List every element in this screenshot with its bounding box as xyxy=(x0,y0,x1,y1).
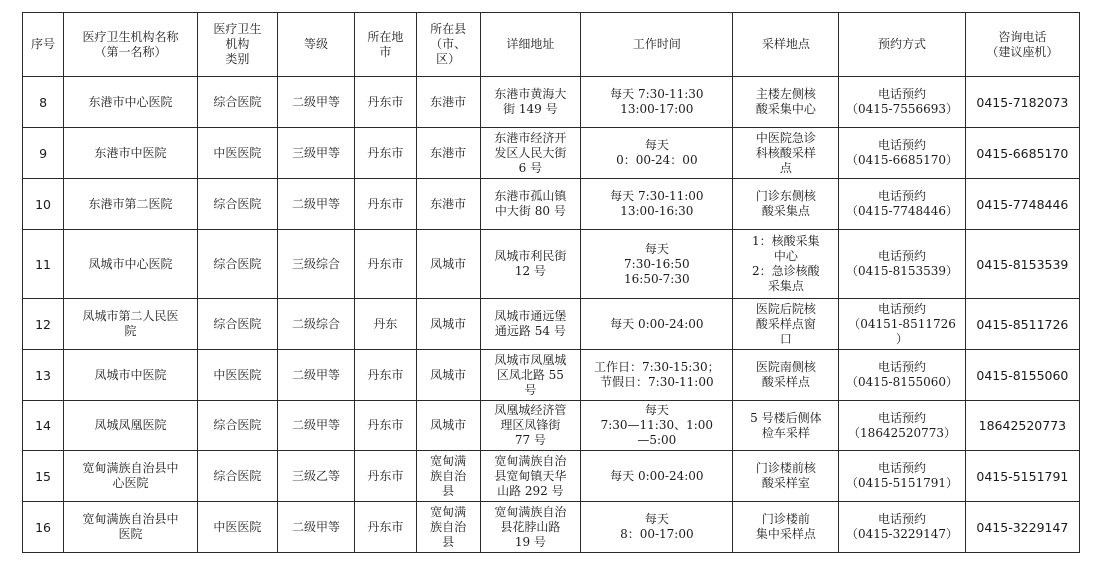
cell-hours: 每天 7:30-16:50 16:50-7:30 xyxy=(581,230,733,299)
cell-city: 丹东市 xyxy=(355,401,417,451)
cell-booking: 电话预约 （04151-8511726 ） xyxy=(839,299,965,350)
cell-address: 凤城市利民街 12 号 xyxy=(480,230,581,299)
cell-phone: 0415-7182073 xyxy=(965,77,1079,128)
cell-booking: 电话预约 （0415-8155060） xyxy=(839,350,965,401)
table-row xyxy=(23,401,1080,451)
cell-no: 16 xyxy=(23,502,64,553)
cell-phone: 0415-8155060 xyxy=(965,350,1079,401)
cell-hours: 每天 8：00-17:00 xyxy=(581,502,733,553)
cell-no: 15 xyxy=(23,451,64,502)
cell-category: 综合医院 xyxy=(197,299,277,350)
table-row xyxy=(23,451,1080,502)
header-hours: 工作时间 xyxy=(581,13,733,77)
cell-category: 中医医院 xyxy=(197,502,277,553)
cell-category: 综合医院 xyxy=(197,77,277,128)
cell-address: 凤城市凤凰城 区凤北路 55 号 xyxy=(480,350,581,401)
cell-city: 丹东 xyxy=(355,299,417,350)
cell-level: 二级综合 xyxy=(277,299,354,350)
header-no: 序号 xyxy=(23,13,64,77)
cell-site: 中医院急诊 科核酸采样 点 xyxy=(733,128,839,179)
cell-site: 门诊楼前核 酸采样室 xyxy=(733,451,839,502)
cell-name: 凤城市第二人民医 院 xyxy=(64,299,198,350)
cell-category: 中医医院 xyxy=(197,350,277,401)
cell-city: 丹东市 xyxy=(355,128,417,179)
cell-level: 二级甲等 xyxy=(277,502,354,553)
cell-no: 8 xyxy=(23,77,64,128)
cell-booking: 电话预约 （0415-6685170） xyxy=(839,128,965,179)
cell-booking: 电话预约 （0415-7556693） xyxy=(839,77,965,128)
cell-name: 东港市第二医院 xyxy=(64,179,198,230)
table-row xyxy=(23,128,1080,179)
header-county: 所在县 （市、 区） xyxy=(416,13,480,77)
cell-no: 12 xyxy=(23,299,64,350)
cell-site: 5 号楼后侧体 检车采样 xyxy=(733,401,839,451)
header-phone: 咨询电话 （建议座机） xyxy=(965,13,1079,77)
cell-category: 综合医院 xyxy=(197,401,277,451)
testing-sites-table xyxy=(22,12,1080,553)
cell-level: 二级甲等 xyxy=(277,179,354,230)
cell-city: 丹东市 xyxy=(355,350,417,401)
table-row xyxy=(23,299,1080,350)
cell-city: 丹东市 xyxy=(355,77,417,128)
cell-city: 丹东市 xyxy=(355,451,417,502)
cell-name: 宽甸满族自治县中 医院 xyxy=(64,502,198,553)
cell-hours: 每天 7:30-11:00 13:00-16:30 xyxy=(581,179,733,230)
cell-county: 宽甸满 族自治 县 xyxy=(416,451,480,502)
header-site: 采样地点 xyxy=(733,13,839,77)
cell-booking: 电话预约 （0415-8153539） xyxy=(839,230,965,299)
cell-booking: 电话预约 （0415-3229147） xyxy=(839,502,965,553)
cell-level: 二级甲等 xyxy=(277,401,354,451)
cell-no: 13 xyxy=(23,350,64,401)
cell-no: 9 xyxy=(23,128,64,179)
cell-name: 凤城市中心医院 xyxy=(64,230,198,299)
table-row xyxy=(23,77,1080,128)
cell-level: 三级乙等 xyxy=(277,451,354,502)
cell-county: 凤城市 xyxy=(416,401,480,451)
cell-level: 二级甲等 xyxy=(277,350,354,401)
cell-name: 宽甸满族自治县中 心医院 xyxy=(64,451,198,502)
cell-phone: 0415-3229147 xyxy=(965,502,1079,553)
cell-phone: 0415-7748446 xyxy=(965,179,1079,230)
cell-site: 门诊东侧核 酸采集点 xyxy=(733,179,839,230)
cell-address: 东港市经济开 发区人民大街 6 号 xyxy=(480,128,581,179)
cell-booking: 电话预约 （18642520773） xyxy=(839,401,965,451)
header-category: 医疗卫生 机构 类别 xyxy=(197,13,277,77)
cell-phone: 18642520773 xyxy=(965,401,1079,451)
cell-address: 东港市黄海大 街 149 号 xyxy=(480,77,581,128)
cell-site: 医院南侧核 酸采样点 xyxy=(733,350,839,401)
cell-site: 1：核酸采集 中心 2：急诊核酸 采集点 xyxy=(733,230,839,299)
cell-city: 丹东市 xyxy=(355,502,417,553)
cell-category: 综合医院 xyxy=(197,179,277,230)
table-row xyxy=(23,230,1080,299)
cell-hours: 每天 0:00-24:00 xyxy=(581,299,733,350)
cell-phone: 0415-8153539 xyxy=(965,230,1079,299)
cell-booking: 电话预约 （0415-7748446） xyxy=(839,179,965,230)
cell-category: 综合医院 xyxy=(197,451,277,502)
cell-hours: 每天 0:00-24:00 xyxy=(581,451,733,502)
cell-county: 东港市 xyxy=(416,179,480,230)
cell-site: 门诊楼前 集中采样点 xyxy=(733,502,839,553)
header-row xyxy=(23,13,1080,77)
cell-hours: 每天 7:30-11:30 13:00-17:00 xyxy=(581,77,733,128)
cell-city: 丹东市 xyxy=(355,179,417,230)
cell-hours: 工作日：7:30-15:30； 节假日：7:30-11:00 xyxy=(581,350,733,401)
cell-name: 凤城凤凰医院 xyxy=(64,401,198,451)
cell-phone: 0415-6685170 xyxy=(965,128,1079,179)
cell-category: 中医医院 xyxy=(197,128,277,179)
cell-address: 宽甸满族自治 县宽甸镇天华 山路 292 号 xyxy=(480,451,581,502)
cell-phone: 0415-5151791 xyxy=(965,451,1079,502)
cell-county: 凤城市 xyxy=(416,230,480,299)
cell-no: 11 xyxy=(23,230,64,299)
cell-name: 凤城市中医院 xyxy=(64,350,198,401)
table-row xyxy=(23,350,1080,401)
cell-no: 14 xyxy=(23,401,64,451)
cell-county: 凤城市 xyxy=(416,299,480,350)
cell-county: 东港市 xyxy=(416,128,480,179)
cell-level: 三级综合 xyxy=(277,230,354,299)
cell-level: 二级甲等 xyxy=(277,77,354,128)
cell-address: 东港市孤山镇 中大街 80 号 xyxy=(480,179,581,230)
cell-site: 医院后院核 酸采样点窗 口 xyxy=(733,299,839,350)
cell-no: 10 xyxy=(23,179,64,230)
cell-address: 凤凰城经济管 理区凤锋街 77 号 xyxy=(480,401,581,451)
cell-booking: 电话预约 （0415-5151791） xyxy=(839,451,965,502)
cell-city: 丹东市 xyxy=(355,230,417,299)
cell-address: 凤城市通远堡 通远路 54 号 xyxy=(480,299,581,350)
cell-county: 凤城市 xyxy=(416,350,480,401)
cell-site: 主楼左侧核 酸采集中心 xyxy=(733,77,839,128)
cell-name: 东港市中医院 xyxy=(64,128,198,179)
header-address: 详细地址 xyxy=(480,13,581,77)
cell-phone: 0415-8511726 xyxy=(965,299,1079,350)
table-row xyxy=(23,179,1080,230)
cell-address: 宽甸满族自治 县花脖山路 19 号 xyxy=(480,502,581,553)
cell-county: 东港市 xyxy=(416,77,480,128)
cell-hours: 每天 0：00-24：00 xyxy=(581,128,733,179)
table-row xyxy=(23,502,1080,553)
cell-category: 综合医院 xyxy=(197,230,277,299)
cell-county: 宽甸满 族自治 县 xyxy=(416,502,480,553)
header-city: 所在地 市 xyxy=(355,13,417,77)
cell-name: 东港市中心医院 xyxy=(64,77,198,128)
cell-hours: 每天 7:30—11:30、1:00 —5:00 xyxy=(581,401,733,451)
header-level: 等级 xyxy=(277,13,354,77)
header-name: 医疗卫生机构名称 （第一名称） xyxy=(64,13,198,77)
cell-level: 三级甲等 xyxy=(277,128,354,179)
header-booking: 预约方式 xyxy=(839,13,965,77)
